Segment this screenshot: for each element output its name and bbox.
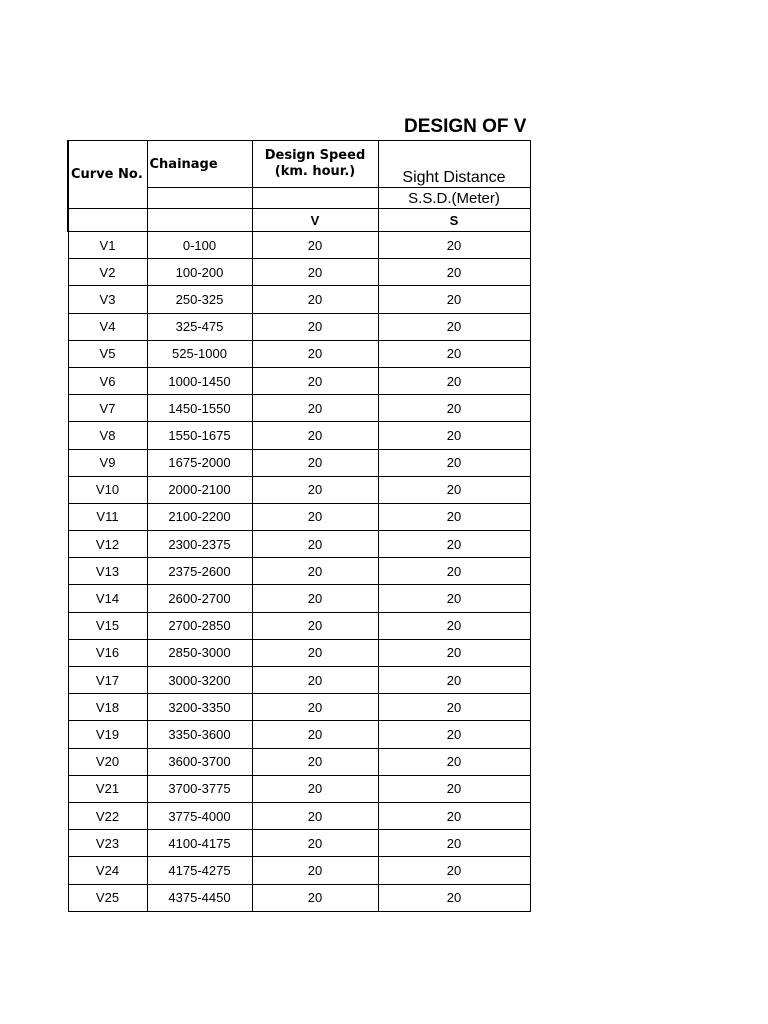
cell-curve-no: V19 [68,721,147,748]
table-row [68,395,530,422]
cell-chainage: 0-100 [147,232,252,259]
cell-design-speed: 20 [252,449,378,476]
cell-curve-no: V4 [68,313,147,340]
symbol-curve-blank [68,209,147,232]
table-row [68,830,530,857]
cell-design-speed: 20 [252,694,378,721]
cell-chainage: 2600-2700 [147,585,252,612]
cell-chainage: 1450-1550 [147,395,252,422]
table-row [68,585,530,612]
cell-chainage: 4100-4175 [147,830,252,857]
cell-chainage: 3000-3200 [147,667,252,694]
table-body [68,141,530,912]
cell-curve-no: V2 [68,259,147,286]
cell-chainage: 3775-4000 [147,802,252,829]
cell-curve-no: V20 [68,748,147,775]
cell-curve-no: V6 [68,367,147,394]
table-row [68,449,530,476]
cell-chainage: 2300-2375 [147,531,252,558]
header-chainage: Chainage [147,141,252,188]
cell-curve-no: V5 [68,340,147,367]
table-row [68,259,530,286]
table-row [68,286,530,313]
table-row [68,667,530,694]
cell-sight-distance: 20 [378,476,530,503]
cell-sight-distance: 20 [378,503,530,530]
cell-design-speed: 20 [252,558,378,585]
cell-chainage: 325-475 [147,313,252,340]
cell-sight-distance: 20 [378,531,530,558]
cell-sight-distance: 20 [378,802,530,829]
table-row [68,531,530,558]
cell-sight-distance: 20 [378,884,530,911]
cell-design-speed: 20 [252,286,378,313]
table-row [68,857,530,884]
cell-design-speed: 20 [252,667,378,694]
cell-sight-distance: 20 [378,639,530,666]
cell-sight-distance: 20 [378,748,530,775]
cell-design-speed: 20 [252,775,378,802]
symbol-chainage-blank [147,209,252,232]
cell-chainage: 3700-3775 [147,775,252,802]
table-row [68,612,530,639]
cell-design-speed: 20 [252,585,378,612]
cell-design-speed: 20 [252,748,378,775]
table-row [68,367,530,394]
symbol-row [68,209,530,232]
symbol-sight: S [378,209,530,232]
cell-chainage: 1000-1450 [147,367,252,394]
cell-curve-no: V14 [68,585,147,612]
table-row [68,802,530,829]
cell-chainage: 2700-2850 [147,612,252,639]
cell-curve-no: V12 [68,531,147,558]
cell-design-speed: 20 [252,857,378,884]
cell-sight-distance: 20 [378,558,530,585]
cell-sight-distance: 20 [378,585,530,612]
cell-chainage: 3600-3700 [147,748,252,775]
cell-curve-no: V23 [68,830,147,857]
cell-design-speed: 20 [252,531,378,558]
header-ssd: S.S.D.(Meter) [378,188,530,209]
cell-sight-distance: 20 [378,830,530,857]
cell-chainage: 2850-3000 [147,639,252,666]
cell-curve-no: V17 [68,667,147,694]
cell-design-speed: 20 [252,340,378,367]
cell-design-speed: 20 [252,476,378,503]
cell-curve-no: V22 [68,802,147,829]
table-row [68,694,530,721]
cell-curve-no: V21 [68,775,147,802]
cell-design-speed: 20 [252,313,378,340]
table-row [68,748,530,775]
cell-curve-no: V1 [68,232,147,259]
cell-design-speed: 20 [252,639,378,666]
cell-design-speed: 20 [252,721,378,748]
cell-chainage: 2375-2600 [147,558,252,585]
cell-curve-no: V18 [68,694,147,721]
cell-curve-no: V15 [68,612,147,639]
table-row [68,340,530,367]
table-row [68,639,530,666]
cell-design-speed: 20 [252,830,378,857]
cell-curve-no: V10 [68,476,147,503]
table-row [68,884,530,911]
cell-curve-no: V13 [68,558,147,585]
cell-curve-no: V16 [68,639,147,666]
cell-sight-distance: 20 [378,286,530,313]
page-title: DESIGN OF V [404,116,527,137]
header-row [68,141,530,188]
cell-design-speed: 20 [252,503,378,530]
cell-chainage: 1675-2000 [147,449,252,476]
cell-chainage: 4175-4275 [147,857,252,884]
cell-curve-no: V24 [68,857,147,884]
cell-chainage: 100-200 [147,259,252,286]
table-row [68,503,530,530]
cell-sight-distance: 20 [378,721,530,748]
table-row [68,313,530,340]
table-row [68,476,530,503]
cell-sight-distance: 20 [378,857,530,884]
cell-sight-distance: 20 [378,232,530,259]
cell-curve-no: V3 [68,286,147,313]
cell-sight-distance: 20 [378,449,530,476]
cell-sight-distance: 20 [378,612,530,639]
cell-chainage: 2100-2200 [147,503,252,530]
cell-chainage: 4375-4450 [147,884,252,911]
header-sight-distance: Sight Distance [378,141,530,188]
table-row [68,232,530,259]
cell-design-speed: 20 [252,884,378,911]
cell-chainage: 250-325 [147,286,252,313]
table-row [68,558,530,585]
cell-design-speed: 20 [252,395,378,422]
cell-sight-distance: 20 [378,313,530,340]
header-design-speed: Design Speed (km. hour.) [252,141,378,188]
header-curve-no: Curve No. [68,141,147,209]
header-chainage-blank [147,188,252,209]
design-table [67,140,531,912]
cell-curve-no: V25 [68,884,147,911]
cell-chainage: 525-1000 [147,340,252,367]
cell-sight-distance: 20 [378,395,530,422]
cell-chainage: 3200-3350 [147,694,252,721]
cell-curve-no: V9 [68,449,147,476]
cell-curve-no: V8 [68,422,147,449]
cell-sight-distance: 20 [378,694,530,721]
cell-curve-no: V7 [68,395,147,422]
header-speed-blank [252,188,378,209]
cell-curve-no: V11 [68,503,147,530]
cell-sight-distance: 20 [378,367,530,394]
cell-sight-distance: 20 [378,775,530,802]
table-row [68,721,530,748]
table-row [68,775,530,802]
cell-sight-distance: 20 [378,667,530,694]
cell-chainage: 1550-1675 [147,422,252,449]
cell-sight-distance: 20 [378,422,530,449]
table-row [68,422,530,449]
symbol-speed: V [252,209,378,232]
cell-design-speed: 20 [252,422,378,449]
cell-design-speed: 20 [252,367,378,394]
cell-design-speed: 20 [252,612,378,639]
cell-chainage: 3350-3600 [147,721,252,748]
cell-design-speed: 20 [252,232,378,259]
cell-design-speed: 20 [252,802,378,829]
cell-design-speed: 20 [252,259,378,286]
cell-sight-distance: 20 [378,259,530,286]
cell-chainage: 2000-2100 [147,476,252,503]
cell-sight-distance: 20 [378,340,530,367]
